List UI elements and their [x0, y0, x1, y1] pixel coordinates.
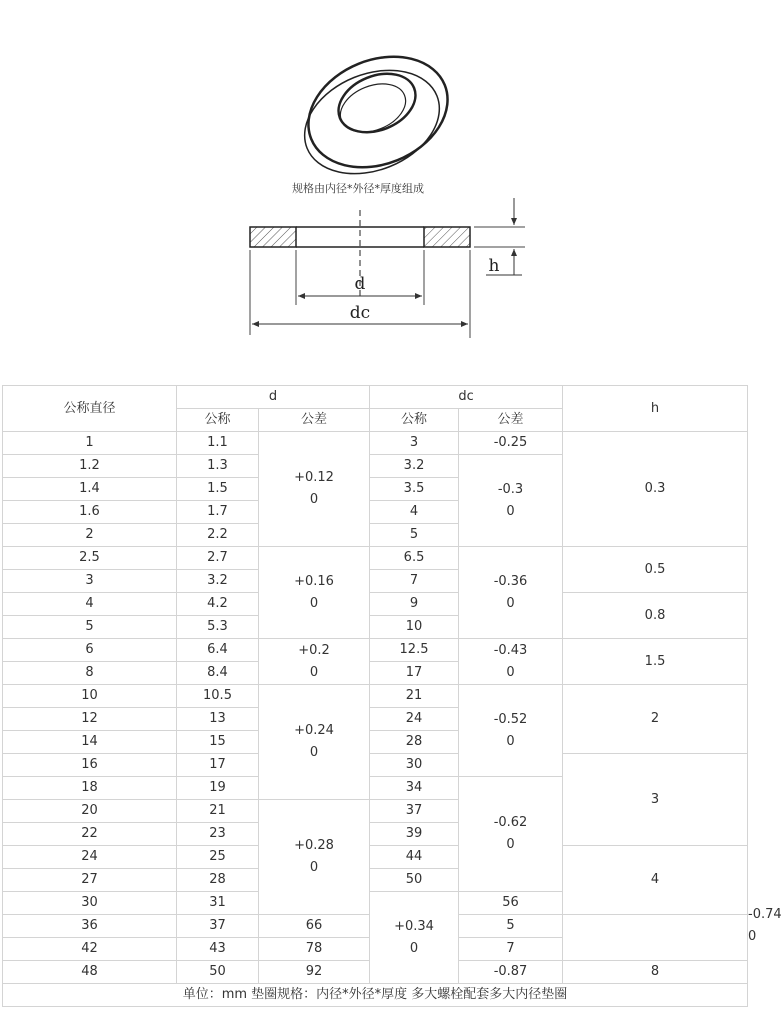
d-nominal-cell: 50 [177, 961, 259, 984]
header-nominal-diameter: 公称直径 [3, 386, 177, 432]
d-tolerance-cell [259, 685, 370, 800]
dc-nominal-cell: 9 [370, 593, 459, 616]
nominal-diameter-cell: 42 [3, 938, 177, 961]
d-tolerance-lower: 0 [409, 940, 419, 956]
header-dc-tolerance: 公差 [459, 409, 563, 432]
dc-nominal-cell: 66 [259, 915, 370, 938]
d-tolerance-cell [259, 639, 370, 685]
dc-tolerance-cell [459, 685, 563, 777]
h-value-cell: 3 [563, 754, 748, 846]
table-row [3, 593, 748, 616]
d-nominal-cell: 21 [177, 800, 259, 823]
nominal-diameter-cell: 10 [3, 685, 177, 708]
nominal-diameter-cell: 14 [3, 731, 177, 754]
nominal-diameter-cell: 1 [3, 432, 177, 455]
d-tolerance-lower: 0 [309, 595, 319, 611]
h-value-cell: 7 [459, 938, 563, 961]
nominal-diameter-cell: 1.2 [3, 455, 177, 478]
header-row [3, 386, 748, 409]
dc-tolerance-upper: -0.36 [493, 573, 528, 589]
table-row [3, 547, 748, 570]
d-nominal-cell: 1.7 [177, 501, 259, 524]
d-nominal-cell: 6.4 [177, 639, 259, 662]
dc-nominal-cell: 78 [259, 938, 370, 961]
dc-tolerance-lower: 0 [506, 595, 515, 611]
washer-spec-table [2, 385, 782, 1007]
d-nominal-cell: 1.5 [177, 478, 259, 501]
d-tolerance-upper: +0.12 [294, 470, 334, 485]
dc-nominal-cell: 21 [370, 685, 459, 708]
dc-nominal-cell: 4 [370, 501, 459, 524]
dc-tolerance-cell [459, 547, 563, 639]
dc-tolerance-cell [459, 639, 563, 685]
dc-tolerance-lower: 0 [506, 837, 515, 852]
d-tolerance-lower: 0 [309, 664, 319, 680]
header-h: h [563, 386, 748, 432]
d-nominal-cell: 43 [177, 938, 259, 961]
nominal-diameter-cell: 48 [3, 961, 177, 984]
nominal-diameter-cell: 5 [3, 616, 177, 639]
h-value-cell: 8 [563, 961, 748, 984]
nominal-diameter-cell: 8 [3, 662, 177, 685]
d-nominal-cell: 31 [177, 892, 259, 915]
dc-nominal-cell: 6.5 [370, 547, 459, 570]
d-tolerance-upper: +0.2 [298, 642, 330, 658]
table-row [3, 685, 748, 708]
d-nominal-cell: 37 [177, 915, 259, 938]
h-value-cell: 2 [563, 685, 748, 754]
d-nominal-cell: 8.4 [177, 662, 259, 685]
d-tolerance-cell [370, 892, 459, 984]
dc-tolerance-upper: -0.3 [497, 481, 524, 497]
d-nominal-cell: 1.1 [177, 432, 259, 455]
h-value-cell: 0.8 [563, 593, 748, 639]
table-footer-note: 单位：mm 垫圈规格：内径*外径*厚度 多大螺栓配套多大内径垫圈 [3, 984, 748, 1007]
nominal-diameter-cell: 6 [3, 639, 177, 662]
d-nominal-cell: 13 [177, 708, 259, 731]
footer-row [3, 984, 748, 1007]
d-tolerance-lower: 0 [309, 492, 319, 507]
dc-nominal-cell: 7 [370, 570, 459, 593]
dc-nominal-cell: 5 [370, 524, 459, 547]
table-row [3, 432, 748, 455]
dc-tolerance-upper: -0.43 [493, 642, 528, 658]
dc-label: dc [349, 303, 371, 323]
d-tolerance-upper: +0.28 [294, 838, 334, 853]
nominal-diameter-cell: 16 [3, 754, 177, 777]
dc-nominal-cell: 37 [370, 800, 459, 823]
nominal-diameter-cell: 24 [3, 846, 177, 869]
header-d: d [177, 386, 370, 409]
dc-nominal-cell: 34 [370, 777, 459, 800]
dc-nominal-cell: 10 [370, 616, 459, 639]
d-tolerance-lower: 0 [309, 860, 319, 875]
dc-tolerance-cell [459, 777, 563, 892]
header-dc-nominal: 公称 [370, 409, 459, 432]
header-dc: dc [370, 386, 563, 409]
nominal-diameter-cell: 20 [3, 800, 177, 823]
d-nominal-cell: 23 [177, 823, 259, 846]
dc-nominal-cell: 39 [370, 823, 459, 846]
dc-tolerance-cell [459, 455, 563, 547]
dc-tolerance-upper: -0.25 [493, 435, 528, 450]
dc-tolerance-lower: 0 [506, 733, 515, 749]
d-nominal-cell: 2.7 [177, 547, 259, 570]
dc-tolerance-upper: -0.52 [493, 711, 528, 727]
d-nominal-cell: 10.5 [177, 685, 259, 708]
washer-drawing [0, 0, 750, 380]
nominal-diameter-cell: 30 [3, 892, 177, 915]
d-nominal-cell: 28 [177, 869, 259, 892]
nominal-diameter-cell: 1.4 [3, 478, 177, 501]
nominal-diameter-cell: 2.5 [3, 547, 177, 570]
d-tolerance-cell [259, 547, 370, 639]
dc-nominal-cell: 12.5 [370, 639, 459, 662]
washer-isometric [289, 37, 464, 193]
nominal-diameter-cell: 18 [3, 777, 177, 800]
h-value-cell: 1.5 [563, 639, 748, 685]
nominal-diameter-cell: 3 [3, 570, 177, 593]
h-value-cell: 5 [459, 915, 563, 938]
dc-tolerance-cell [459, 961, 563, 984]
d-tolerance-upper: +0.24 [294, 723, 334, 738]
spec-table-body [3, 386, 782, 1007]
d-nominal-cell: 25 [177, 846, 259, 869]
header-d-nominal: 公称 [177, 409, 259, 432]
dc-nominal-cell: 92 [259, 961, 370, 984]
dc-nominal-cell: 17 [370, 662, 459, 685]
dc-tolerance-lower: 0 [506, 503, 515, 519]
dc-tolerance-lower: 0 [506, 664, 515, 680]
nominal-diameter-cell: 12 [3, 708, 177, 731]
h-value-cell: 4 [563, 846, 748, 915]
nominal-diameter-cell: 22 [3, 823, 177, 846]
dc-nominal-cell: 30 [370, 754, 459, 777]
d-nominal-cell: 19 [177, 777, 259, 800]
dc-nominal-cell: 50 [370, 869, 459, 892]
dc-tolerance-upper: -0.62 [493, 815, 528, 830]
h-value-cell: 0.3 [563, 432, 748, 547]
d-nominal-cell: 1.3 [177, 455, 259, 478]
nominal-diameter-cell: 2 [3, 524, 177, 547]
nominal-diameter-cell: 36 [3, 915, 177, 938]
table-row [3, 639, 748, 662]
d-label: d [354, 274, 366, 294]
d-nominal-cell: 5.3 [177, 616, 259, 639]
drawing-caption: 规格由内径*外径*厚度组成 [292, 182, 424, 195]
d-tolerance-upper: +0.34 [394, 918, 434, 934]
d-tolerance-cell [259, 800, 370, 915]
dc-nominal-cell: 28 [370, 731, 459, 754]
d-tolerance-upper: +0.16 [294, 573, 334, 589]
h-label: h [488, 256, 500, 276]
dc-nominal-cell: 3 [370, 432, 459, 455]
dc-nominal-cell: 44 [370, 846, 459, 869]
dc-tolerance-upper: -0.87 [493, 964, 528, 979]
nominal-diameter-cell: 27 [3, 869, 177, 892]
d-nominal-cell: 4.2 [177, 593, 259, 616]
dc-nominal-cell: 56 [459, 892, 563, 915]
table-row [3, 754, 748, 777]
d-tolerance-lower: 0 [309, 745, 319, 760]
dc-nominal-cell: 3.2 [370, 455, 459, 478]
h-value-cell: 0.5 [563, 547, 748, 593]
d-nominal-cell: 2.2 [177, 524, 259, 547]
table-row [3, 846, 748, 869]
dc-nominal-cell: 24 [370, 708, 459, 731]
nominal-diameter-cell: 4 [3, 593, 177, 616]
d-nominal-cell: 3.2 [177, 570, 259, 593]
d-tolerance-cell [259, 432, 370, 547]
d-nominal-cell: 15 [177, 731, 259, 754]
d-nominal-cell: 17 [177, 754, 259, 777]
table-row: 30 31 +0.34 0 56 -0.74 0 [3, 892, 748, 915]
dc-tolerance-cell [459, 432, 563, 455]
header-d-tolerance: 公差 [259, 409, 370, 432]
dc-nominal-cell: 3.5 [370, 478, 459, 501]
nominal-diameter-cell: 1.6 [3, 501, 177, 524]
